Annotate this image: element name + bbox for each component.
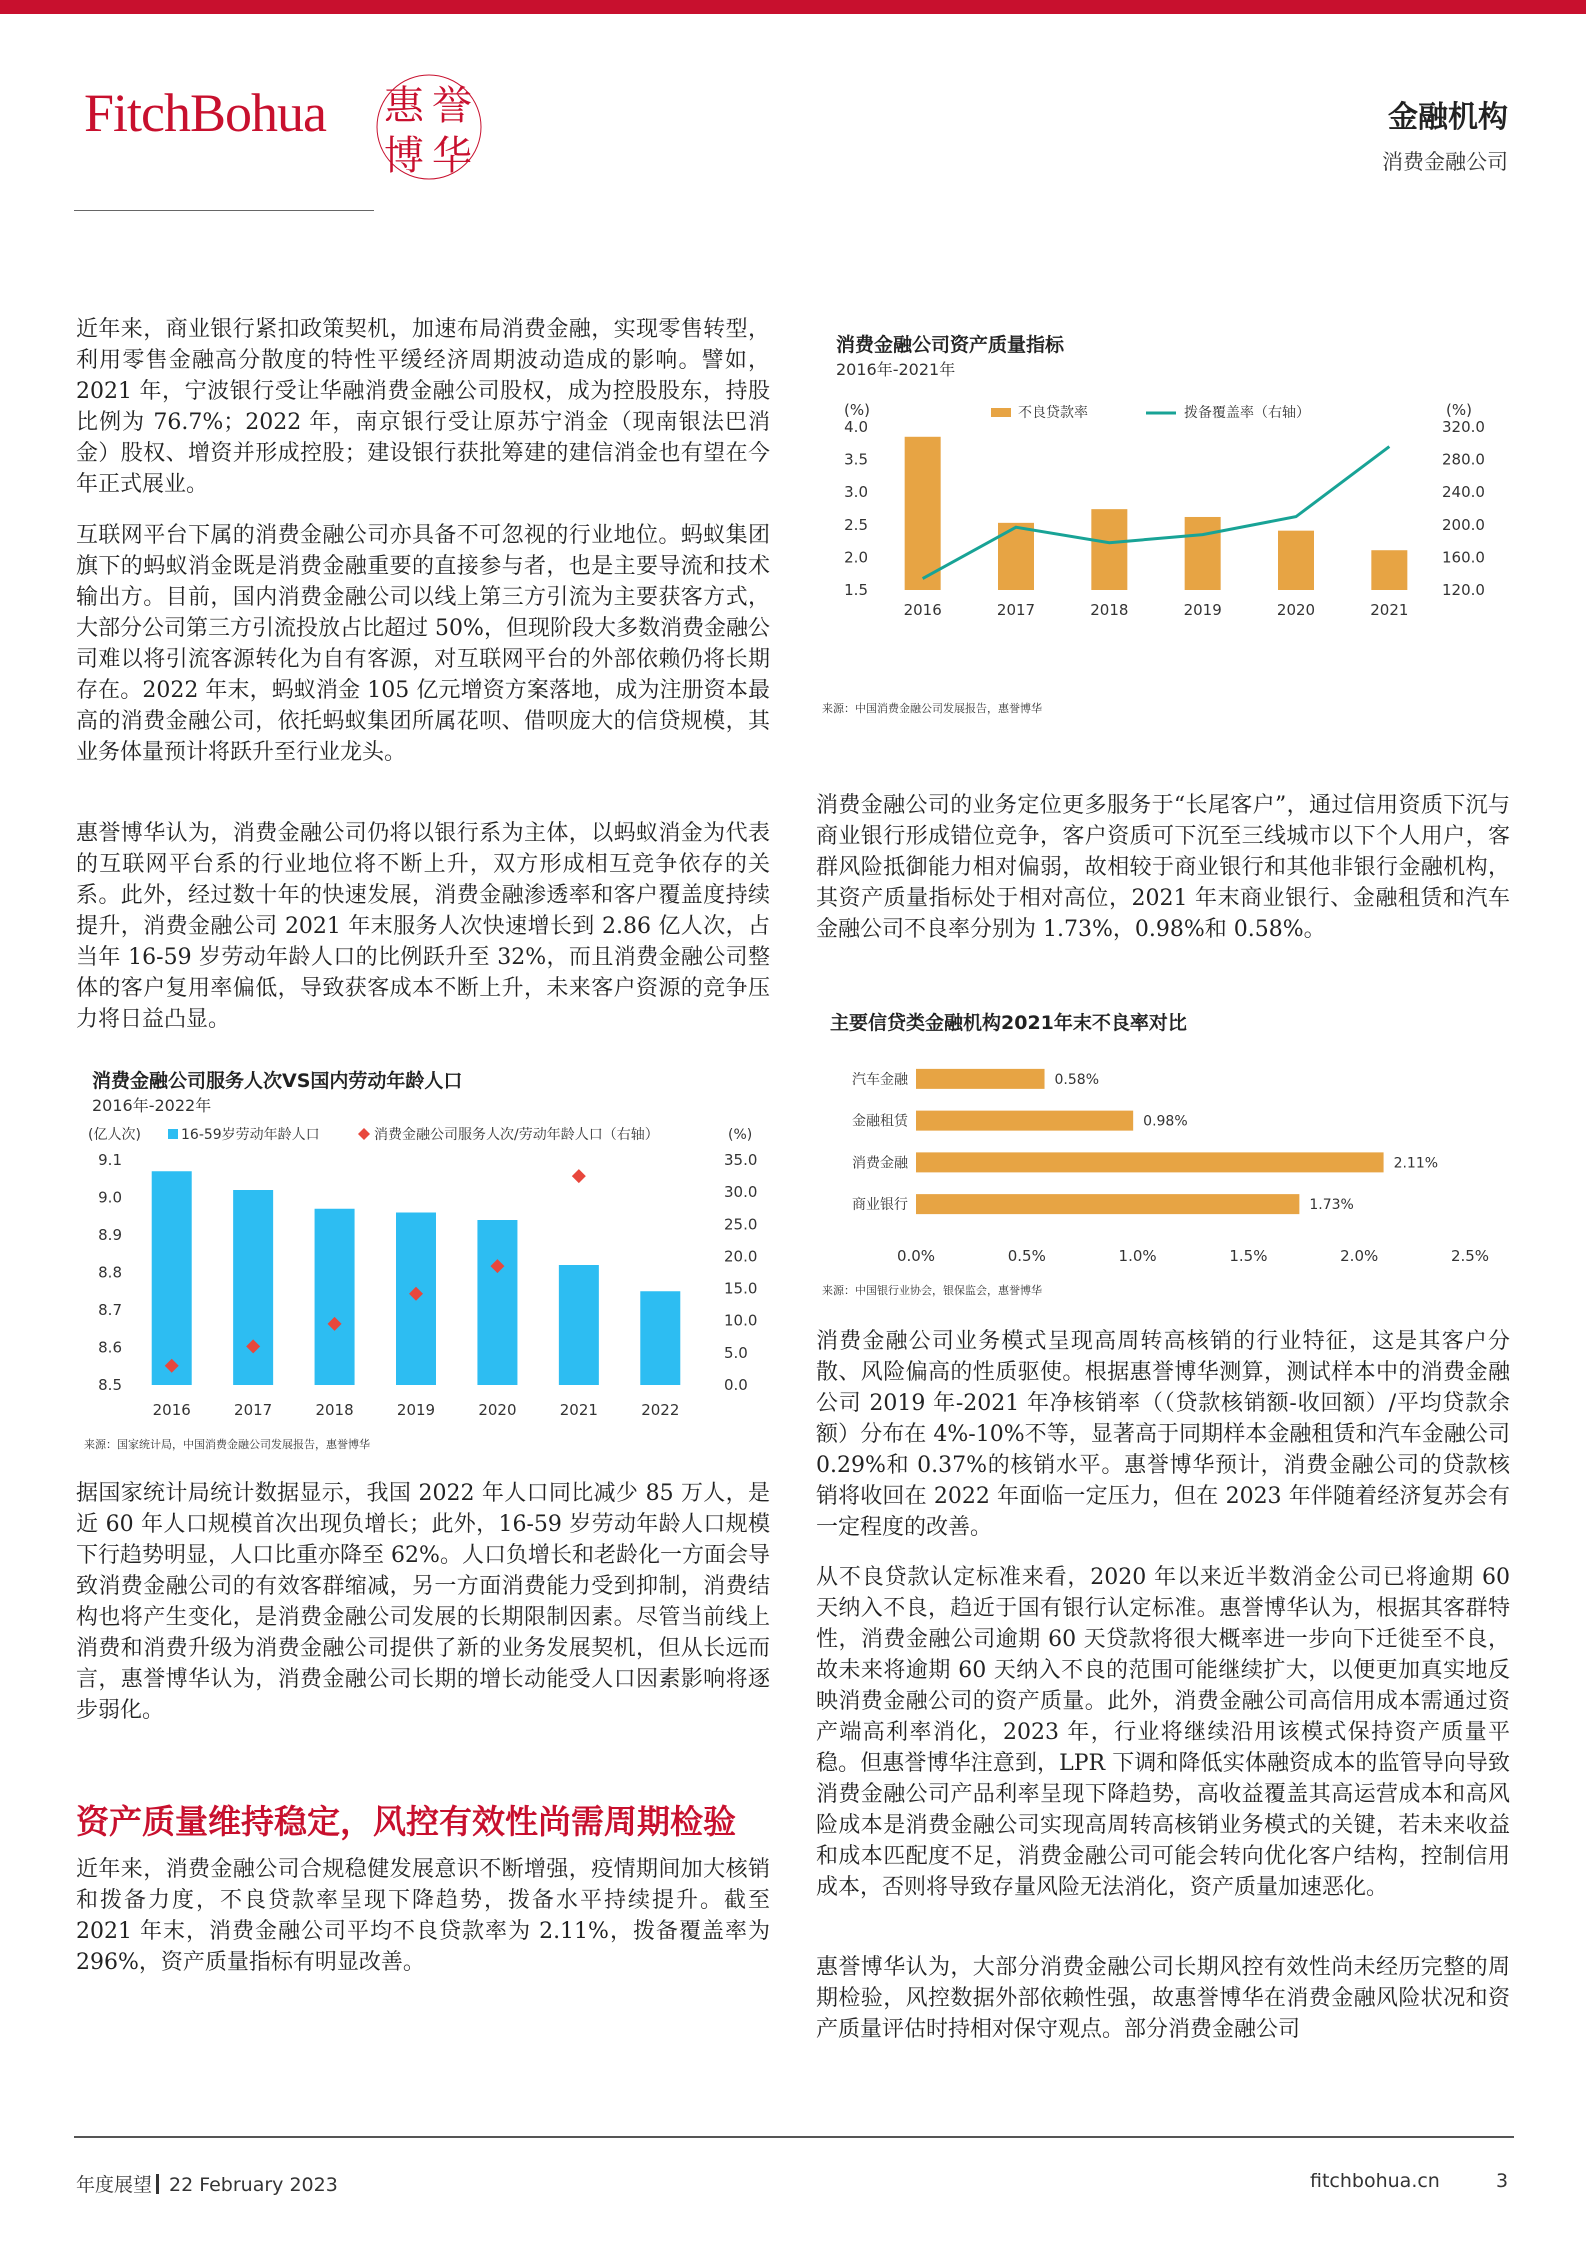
right-tick-label: 160.0 <box>1442 548 1485 567</box>
x-tick-label: 2016 <box>903 601 942 619</box>
chart-subtitle-asset-quality: 2016年-2021年 <box>836 360 956 379</box>
bar-npl-2018 <box>1091 509 1127 590</box>
paragraph-bank-consumer-finance: 近年来，商业银行紧扣政策契机，加速布局消费金融，实现零售转型，利用零售金融高分散度的特性平缓经济周期波动造成的影响。譬如，2021 年，宁波银行受让华融消费金融公司股权，成为控股股东，持股比例为 76.7%；2022 年，南京银行受让原苏宁消金（现南银法巴消金）股权、增资并形成控股；建设银行获批筹建的建信消金也有望在今年正式展业。 <box>76 317 770 497</box>
right-tick-label: 30.0 <box>724 1183 758 1202</box>
seal-char-3: 博 <box>384 133 424 179</box>
x-tick-label: 2022 <box>641 1401 680 1419</box>
x-tick-label: 2.0% <box>1340 1247 1379 1265</box>
chart-service-vs-labor <box>76 1115 776 1430</box>
right-axis-unit: (%) <box>728 1127 753 1143</box>
category-label: 汽车金融 <box>852 1071 908 1088</box>
x-tick-label: 1.0% <box>1118 1247 1157 1265</box>
x-tick-label: 2018 <box>1090 601 1129 619</box>
right-tick-label: 35.0 <box>724 1151 758 1169</box>
x-tick-label: 2019 <box>1183 601 1222 619</box>
left-axis-unit: (亿人次) <box>88 1127 141 1143</box>
paragraph-population-trends: 据国家统计局统计数据显示，我国 2022 年人口同比减少 85 万人，是近 60 年人口规模首次出现负增长；此外，16-59 岁劳动年龄人口规模下行趋势明显，人口比重亦降至 62%。人口负增长和老龄化一方面会导致消费金融公司的有效客群缩减，另一方面消费能力受到抑制，消费结构也将产生变化，是消费金融公司发展的长期限制因素。尽管当前线上消费和消费升级为消费金融公司提供了新的业务发展契机，但从长远而言，惠誉博华认为，消费金融公司长期的增长动能受人口因素影响将逐步弱化。 <box>76 1481 770 1723</box>
bar-labor-2017 <box>233 1190 273 1385</box>
legend-label-ratio: 消费金融公司服务人次/劳动年龄人口（右轴） <box>374 1127 659 1143</box>
left-tick-label: 8.9 <box>98 1226 122 1244</box>
paragraph-competition-outlook: 惠誉博华认为，消费金融公司仍将以银行系为主体，以蚂蚁消金为代表的互联网平台系的行业地位将不断上升，双方形成相互竞争依存的关系。此外，经过数十年的快速发展，消费金融渗透率和客户覆盖度持续提升，消费金融公司 2021 年末服务人次快速增长到 2.86 亿人次，占当年 16-59 岁劳动年龄人口的比例跃升至 32%，而且消费金融公司整体的客户复用率偏低，导致获客成本不断上升，未来客户资源的竞争压力将日益凸显。 <box>76 821 770 1032</box>
fitchbohua-logo[interactable] <box>84 72 504 182</box>
paragraph-internet-platforms: 互联网平台下属的消费金融公司亦具备不可忽视的行业地位。蚂蚁集团旗下的蚂蚁消金既是消费金融重要的直接参与者，也是主要导流和技术输出方。目前，国内消费金融公司以线上第三方引流为主要获客方式，大部分公司第三方引流投放占比超过 50%，但现阶段大多数消费金融公司难以将引流客源转化为自有客源，对互联网平台的外部依赖仍将长期存在。2022 年末，蚂蚁消金 105 亿元增资方案落地，成为注册资本最高的消费金融公司，依托蚂蚁集团所属花呗、借呗庞大的信贷规模，其业务体量预计将跃升至行业龙头。 <box>76 523 770 765</box>
chart-source-service-vs-labor: 来源：国家统计局，中国消费金融公司发展报告，惠誉博华 <box>84 1438 370 1451</box>
left-tick-label: 8.5 <box>98 1376 122 1394</box>
legend-swatch-npl <box>991 408 1011 417</box>
bar-labor-2020 <box>477 1220 517 1385</box>
header-title: 金融机构 <box>1388 100 1508 135</box>
right-tick-label: 320.0 <box>1442 418 1485 436</box>
bar-npl-2 <box>916 1152 1384 1172</box>
chart-asset-quality <box>816 385 1516 695</box>
left-tick-label: 2.5 <box>844 515 868 534</box>
bar-npl-0 <box>916 1069 1045 1089</box>
data-label: 2.11% <box>1393 1155 1439 1172</box>
seal-char-2: 誉 <box>432 83 472 129</box>
x-tick-label: 2019 <box>396 1401 436 1419</box>
bar-labor-2022 <box>640 1291 680 1385</box>
seal-char-1: 惠 <box>384 83 424 129</box>
legend-label-labor: 16-59岁劳动年龄人口 <box>181 1127 320 1143</box>
right-tick-label: 200.0 <box>1442 515 1485 534</box>
left-tick-label: 8.6 <box>98 1338 122 1357</box>
logo-seal-icon <box>374 72 484 182</box>
legend-swatch-labor <box>168 1129 178 1139</box>
x-tick-label: 2021 <box>1370 601 1409 619</box>
x-tick-label: 1.5% <box>1229 1247 1268 1265</box>
header-section <box>1382 92 1508 176</box>
section-heading-asset-quality: 资产质量维持稳定，风控有效性尚需周期检验 <box>76 1802 736 1841</box>
x-tick-label: 2020 <box>478 1401 517 1419</box>
right-axis-unit: (%) <box>1446 401 1472 419</box>
x-tick-label: 0.0% <box>896 1247 936 1265</box>
category-label: 消费金融 <box>852 1155 908 1172</box>
bar-labor-2021 <box>559 1265 599 1385</box>
x-tick-label: 2.5% <box>1450 1247 1490 1265</box>
category-label: 商业银行 <box>852 1197 908 1214</box>
data-label: 0.98% <box>1143 1113 1188 1130</box>
right-tick-label: 240.0 <box>1442 483 1485 502</box>
header-subtitle: 消费金融公司 <box>1382 150 1508 174</box>
bar-npl-2016 <box>905 437 941 590</box>
chart-subtitle-service-vs-labor: 2016年-2022年 <box>92 1096 212 1115</box>
right-tick-label: 10.0 <box>724 1311 758 1330</box>
right-tick-label: 25.0 <box>724 1215 758 1234</box>
line-coverage-ratio <box>923 447 1390 579</box>
legend-label-coverage: 拨备覆盖率（右轴） <box>1184 405 1310 421</box>
paragraph-risk-control-view: 惠誉博华认为，大部分消费金融公司长期风控有效性尚未经历完整的周期检验，风控数据外部依赖性强，故惠誉博华在消费金融风险状况和资产质量评估时持相对保守观点。部分消费金融公司 <box>816 1955 1510 2042</box>
paragraph-npl-recognition: 从不良贷款认定标准来看，2020 年以来近半数消金公司已将逾期 60 天纳入不良，趋近于国有银行认定标准。惠誉博华认为，根据其客群特性，消费金融公司逾期 60 天贷款将很大概率进一步向下迁徙至不良，故未来将逾期 60 天纳入不良的范围可能继续扩大，以便更加真实地反映消费金融公司的资产质量。此外，消费金融公司高信用成本需通过资产端高利率消化，2023 年，行业将继续沿用该模式保持资产质量平稳。但惠誉博华注意到，LPR 下调和降低实体融资成本的监管导向导致消费金融公司产品利率呈现下降趋势，高收益覆盖其高运营成本和高风险成本是消费金融公司实现高周转高核销业务模式的关键，若未来收益和成本匹配度不足，消费金融公司可能会转向优化客户结构，控制信用成本，否则将导致存量风险无法消化，资产质量加速恶化。 <box>816 1565 1510 1900</box>
right-tick-label: 5.0 <box>724 1343 748 1362</box>
x-tick-label: 2017 <box>996 601 1036 619</box>
paragraph-long-tail-customers: 消费金融公司的业务定位更多服务于“长尾客户”，通过信用资质下沉与商业银行形成错位竞争，客户资质可下沉至三线城市以下个人用户，客群风险抵御能力相对偏弱，故相较于商业银行和其他非银行金融机构，其资产质量指标处于相对高位，2021 年末商业银行、金融租赁和汽车金融公司不良率分别为 1.73%，0.98%和 0.58%。 <box>816 793 1510 942</box>
bar-labor-2018 <box>315 1209 355 1385</box>
left-tick-label: 8.8 <box>98 1263 122 1282</box>
footer-doc-type: 年度展望 <box>76 2174 153 2196</box>
bar-npl-2019 <box>1185 517 1221 590</box>
chart-title-service-vs-labor: 消费金融公司服务人次VS国内劳动年龄人口 <box>92 1070 463 1092</box>
x-tick-label: 2017 <box>234 1401 273 1419</box>
x-tick-label: 2020 <box>1276 601 1316 619</box>
logo-wordmark: FitchBohua <box>84 83 326 143</box>
left-tick-label: 3.5 <box>844 450 868 469</box>
header-divider <box>74 210 374 211</box>
left-tick-label: 9.1 <box>98 1151 122 1169</box>
chart-source-npl-compare: 来源：中国银行业协会，银保监会，惠誉博华 <box>822 1284 1042 1297</box>
bar-npl-2021 <box>1371 550 1407 590</box>
footer-divider <box>74 2136 1514 2138</box>
chart-title-npl-compare: 主要信贷类金融机构2021年末不良率对比 <box>830 1012 1187 1034</box>
right-tick-label: 20.0 <box>724 1247 758 1266</box>
right-tick-label: 15.0 <box>724 1279 758 1298</box>
legend-swatch-ratio <box>358 1128 370 1140</box>
x-tick-label: 2021 <box>559 1401 598 1419</box>
x-tick-label: 2018 <box>315 1401 354 1419</box>
top-accent-bar <box>0 0 1586 14</box>
bar-labor-2016 <box>152 1171 192 1385</box>
right-tick-label: 280.0 <box>1442 450 1485 469</box>
bar-npl-2020 <box>1278 531 1314 590</box>
chart-npl-compare <box>816 1050 1516 1275</box>
paragraph-asset-quality-intro: 近年来，消费金融公司合规稳健发展意识不断增强，疫情期间加大核销和拨备力度，不良贷款率呈现下降趋势，拨备水平持续提升。截至 2021 年末，消费金融公司平均不良贷款率为 2.11%，拨备覆盖率为 296%，资产质量指标有明显改善。 <box>76 1857 770 1975</box>
footer-separator <box>156 2174 159 2194</box>
data-label: 1.73% <box>1309 1197 1354 1214</box>
bar-npl-1 <box>916 1111 1133 1131</box>
left-tick-label: 3.0 <box>844 483 868 502</box>
left-tick-label: 4.0 <box>844 418 868 436</box>
category-label: 金融租赁 <box>852 1113 908 1130</box>
data-label: 0.58% <box>1054 1071 1100 1088</box>
right-tick-label: 120.0 <box>1442 581 1485 599</box>
left-axis-unit: (%) <box>844 401 870 419</box>
left-tick-label: 2.0 <box>844 548 868 567</box>
left-tick-label: 9.0 <box>98 1188 122 1207</box>
footer-page-number: 3 <box>1496 2170 1509 2192</box>
seal-char-4: 华 <box>432 133 472 179</box>
left-tick-label: 1.5 <box>844 581 868 599</box>
x-tick-label: 0.5% <box>1007 1247 1046 1265</box>
footer-date: 22 February 2023 <box>169 2174 338 2196</box>
left-tick-label: 8.7 <box>98 1301 122 1319</box>
point-ratio-2021 <box>572 1169 586 1183</box>
bar-npl-3 <box>916 1194 1299 1214</box>
footer-website-link[interactable]: fitchbohua.cn <box>1310 2170 1440 2192</box>
legend-label-npl: 不良贷款率 <box>1018 405 1088 421</box>
right-tick-label: 0.0 <box>724 1376 748 1394</box>
footer-doc-info <box>76 2170 338 2197</box>
chart-source-asset-quality: 来源：中国消费金融公司发展报告，惠誉博华 <box>822 702 1042 715</box>
x-tick-label: 2016 <box>152 1401 191 1419</box>
paragraph-high-turnover-writeoff: 消费金融公司业务模式呈现高周转高核销的行业特征，这是其客户分散、风险偏高的性质驱使。根据惠誉博华测算，测试样本中的消费金融公司 2019 年-2021 年净核销率（（贷款核销额-收回额）/平均贷款余额）分布在 4%-10%不等，显著高于同期样本金融租赁和汽车金融公司 0.29%和 0.37%的核销水平。惠誉博华预计，消费金融公司的贷款核销将收回在 2022 年面临一定压力，但在 2023 年伴随着经济复苏会有一定程度的改善。 <box>816 1329 1510 1540</box>
chart-title-asset-quality: 消费金融公司资产质量指标 <box>836 334 1065 356</box>
